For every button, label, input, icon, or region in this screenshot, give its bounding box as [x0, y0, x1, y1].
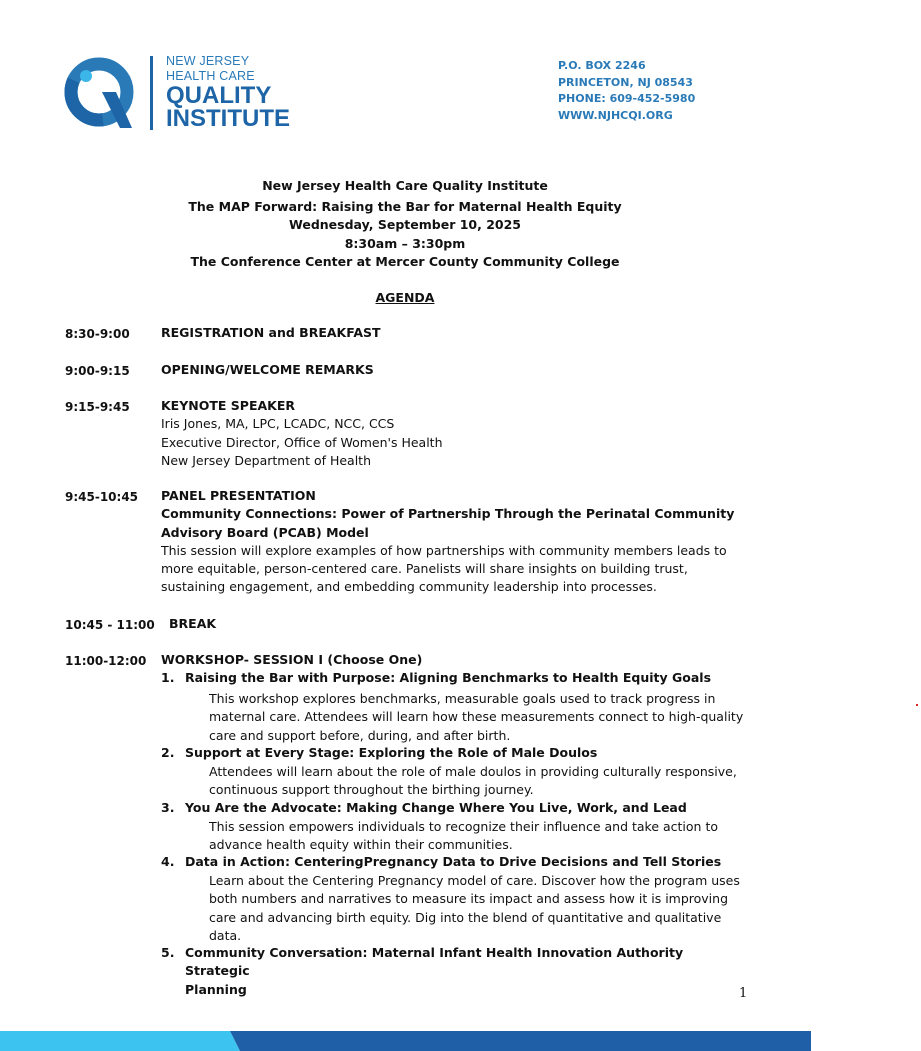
logo-text	[166, 54, 290, 130]
address-city: PRINCETON, NJ 08543	[558, 75, 693, 89]
desc-line: both numbers and narratives to measure its impact and assess how it is improving	[209, 891, 729, 907]
agenda-title: AGENDA	[375, 290, 435, 305]
workshop-item-desc	[209, 690, 749, 745]
header-venue: The Conference Center at Mercer County Community College	[190, 254, 620, 269]
desc-line: maternal care. Attendees will learn how these measurements connect to high-quality	[209, 709, 744, 725]
header-date: Wednesday, September 10, 2025	[289, 217, 521, 232]
logo-divider	[150, 56, 153, 130]
workshop-item-number: 5.	[161, 945, 175, 960]
workshop-item-title: Raising the Bar with Purpose: Aligning Benchmarks to Health Equity Goals	[185, 670, 712, 685]
workshop-item-number: 4.	[161, 854, 175, 869]
stray-mark	[916, 704, 918, 706]
logo-q-icon	[64, 54, 154, 136]
opening-time: 9:00-9:15	[65, 364, 130, 378]
footer-band-light	[0, 1031, 240, 1051]
registration-time: 8:30-9:00	[65, 327, 130, 341]
logo-line-2: HEALTH CARE	[166, 69, 255, 83]
desc-line: This workshop explores benchmarks, measurable goals used to track progress in	[209, 691, 716, 706]
break-time: 10:45 - 11:00	[65, 618, 155, 632]
workshop-item-title: Support at Every Stage: Exploring the Role of Male Doulos	[185, 745, 598, 760]
workshop-item-number: 3.	[161, 800, 175, 815]
panel-title: PANEL PRESENTATION	[161, 488, 316, 503]
desc-line: data.	[209, 927, 242, 943]
workshop-item-desc	[209, 872, 749, 945]
workshop-time: 11:00-12:00	[65, 654, 147, 668]
desc-line: care and advancing birth equity. Dig into the blend of quantitative and qualitative	[209, 909, 722, 925]
desc-line: Learn about the Centering Pregnancy model of care. Discover how the program uses	[209, 873, 740, 888]
panel-desc-2: more equitable, person-centered care. Panelists will share insights on building trust,	[161, 561, 688, 577]
workshop-item-title: Data in Action: CenteringPregnancy Data to Drive Decisions and Tell Stories	[185, 854, 722, 869]
header-event: The MAP Forward: Raising the Bar for Maternal Health Equity	[188, 199, 622, 214]
workshop-item-number: 1.	[161, 670, 175, 685]
desc-line: Attendees will learn about the role of male doulos in providing culturally responsive,	[209, 764, 737, 779]
keynote-title: KEYNOTE SPEAKER	[161, 398, 296, 413]
logo-line-3: QUALITY	[166, 82, 272, 109]
registration-title: REGISTRATION and BREAKFAST	[161, 325, 381, 340]
keynote-role: Executive Director, Office of Women's Health	[161, 434, 443, 450]
logo-line-1: NEW JERSEY	[166, 54, 250, 68]
desc-line: This session empowers individuals to recognize their influence and take action to	[209, 819, 718, 834]
panel-subtitle-2: Advisory Board (PCAB) Model	[161, 524, 369, 540]
workshop-item-number: 2.	[161, 745, 175, 760]
panel-desc-3: sustaining engagement, and embedding community leadership into processes.	[161, 579, 657, 595]
workshop-item-title: You Are the Advocate: Making Change Where You Live, Work, and Lead	[185, 800, 687, 815]
workshop-item-title	[185, 944, 748, 1001]
header-time: 8:30am – 3:30pm	[344, 236, 466, 251]
address-po-box: P.O. BOX 2246	[558, 59, 646, 72]
keynote-block	[161, 397, 751, 470]
panel-block	[161, 487, 751, 597]
workshop-item-desc	[209, 763, 749, 800]
logo-line-4: INSTITUTE	[166, 105, 290, 132]
footer-band-dark	[230, 1031, 811, 1051]
footer-band	[0, 1031, 811, 1051]
panel-desc-1: This session will explore examples of how partnerships with community members leads to	[161, 542, 727, 558]
address-block	[558, 58, 695, 124]
keynote-time: 9:15-9:45	[65, 400, 130, 414]
header-org: New Jersey Health Care Quality Institute	[262, 178, 548, 193]
keynote-org: New Jersey Department of Health	[161, 452, 372, 468]
panel-subtitle-1: Community Connections: Power of Partnership Through the Perinatal Community	[161, 506, 735, 522]
address-phone: PHONE: 609-452-5980	[558, 92, 696, 106]
page-number: 1	[739, 986, 748, 1001]
desc-line: care and support before, during, and after birth.	[209, 727, 511, 743]
title-line: Community Conversation: Maternal Infant Health Innovation Authority Strategic	[185, 945, 684, 979]
title-line: Planning	[185, 981, 247, 997]
opening-title: OPENING/WELCOME REMARKS	[161, 362, 374, 377]
address-website[interactable]: WWW.NJHCQI.ORG	[558, 108, 673, 122]
desc-line: advance health equity within their communities.	[209, 837, 513, 853]
workshop-item-desc	[209, 818, 749, 855]
keynote-speaker: Iris Jones, MA, LPC, LCADC, NCC, CCS	[161, 416, 395, 432]
break-title: BREAK	[169, 616, 217, 631]
panel-time: 9:45-10:45	[65, 490, 139, 504]
desc-line: continuous support throughout the birthing journey.	[209, 782, 534, 798]
workshop-title: WORKSHOP- SESSION I (Choose One)	[161, 652, 423, 667]
